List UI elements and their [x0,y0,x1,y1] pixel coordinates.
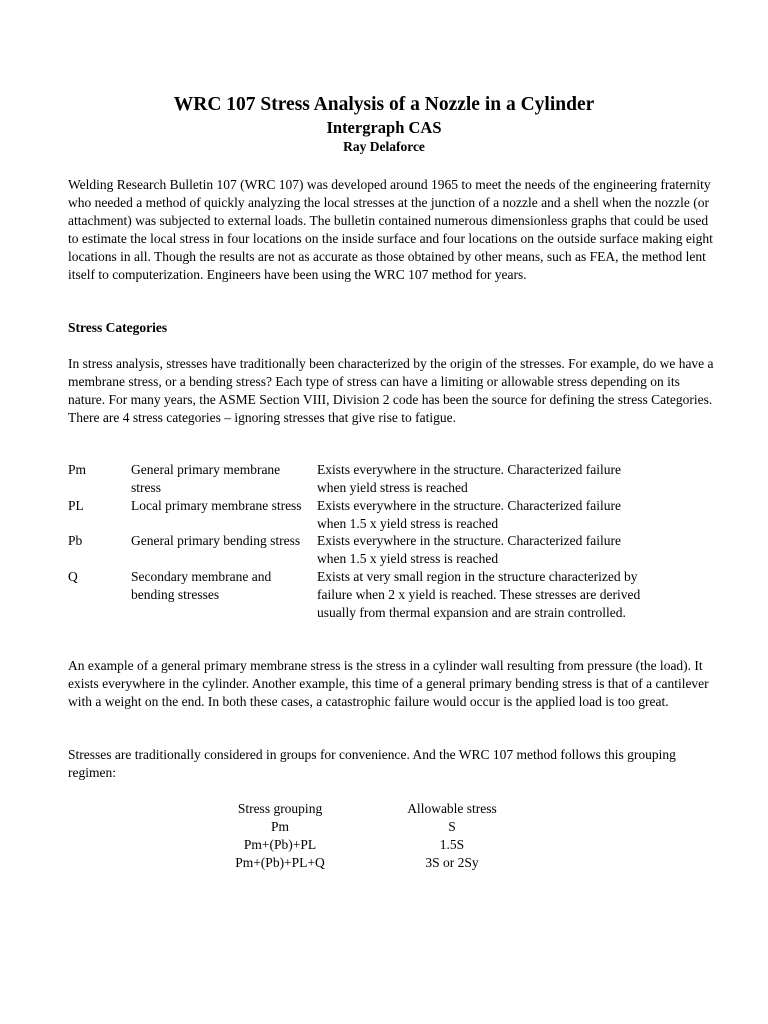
page-title: WRC 107 Stress Analysis of a Nozzle in a Cylinder [173,94,595,115]
category-code: Pb [68,533,83,548]
category-description: Exists everywhere in the structure. Characterized failure when yield stress is reached [317,462,621,495]
column-header-grouping: Stress grouping [237,801,323,816]
table-row [0,854,768,872]
table-row [0,836,768,854]
table-row [0,818,768,836]
category-code: Pm [68,462,87,477]
column-header-allowable: Allowable stress [407,801,497,816]
category-name: Secondary membrane and bending stresses [131,569,272,602]
category-code: PL [68,498,84,513]
categories-paragraph: In stress analysis, stresses have traditionally been characterized by the origin of the stresses. For example, do we have a membrane stress, or a bending stress? Each type of stress can have a limiting or allowable stress depending on its nature. For many years, the ASME Section VIII, Division 2 code has been the source for defining the stress Categories. There are 4 stress categories – ignoring stresses that give rise to fatigue. [68,356,714,425]
allowable-cell: 3S or 2Sy [425,855,479,870]
grouping-cell: Pm [270,819,289,834]
grouping-paragraph: Stresses are traditionally considered in groups for convenience. And the WRC 107 method follows this grouping regimen: [68,747,676,780]
grouping-table [0,800,768,872]
category-name: General primary bending stress [131,533,301,548]
category-code: Q [68,569,78,584]
example-paragraph: An example of a general primary membrane stress is the stress in a cylinder wall resulting from pressure (the load). It exists everywhere in the cylinder. Another example, this time of a general primary bending stress is that of a cantilever with a weight on the end. In both these cases, a catastrophic failure would occur is the applied load is too great. [68,658,709,709]
author-name: Ray Delaforce [343,139,425,154]
table-header-row [0,800,768,818]
category-description: Exists everywhere in the structure. Characterized failure when 1.5 x yield stress is reached [317,498,621,531]
category-name: Local primary membrane stress [131,498,302,513]
page-subtitle: Intergraph CAS [326,118,442,137]
grouping-cell: Pm+(Pb)+PL+Q [235,855,325,870]
section-heading: Stress Categories [68,320,168,335]
category-description: Exists everywhere in the structure. Characterized failure when 1.5 x yield stress is reached [317,533,621,566]
grouping-cell: Pm+(Pb)+PL [243,837,317,852]
allowable-cell: 1.5S [439,837,465,852]
intro-paragraph: Welding Research Bulletin 107 (WRC 107) was developed around 1965 to meet the needs of the engineering fraternity who needed a method of quickly analyzing the local stresses at the junction of a nozzle and a shell when the nozzle (or attachment) was subjected to external loads. The bulletin contained numerous dimensionless graphs that could be used to estimate the local stress in four locations on the inside surface and four locations on the outside surface making eight locations in all. Though the results are not as accurate as those obtained by other means, such as FEA, the method lent itself to computerization. Engineers have been using the WRC 107 method for years. [68,177,713,282]
allowable-cell: S [448,819,456,834]
category-description: Exists at very small region in the structure characterized by failure when 2 x yield is reached. These stresses are derived usually from thermal expansion and are strain controlled. [317,569,641,620]
category-name: General primary membrane stress [131,462,281,495]
